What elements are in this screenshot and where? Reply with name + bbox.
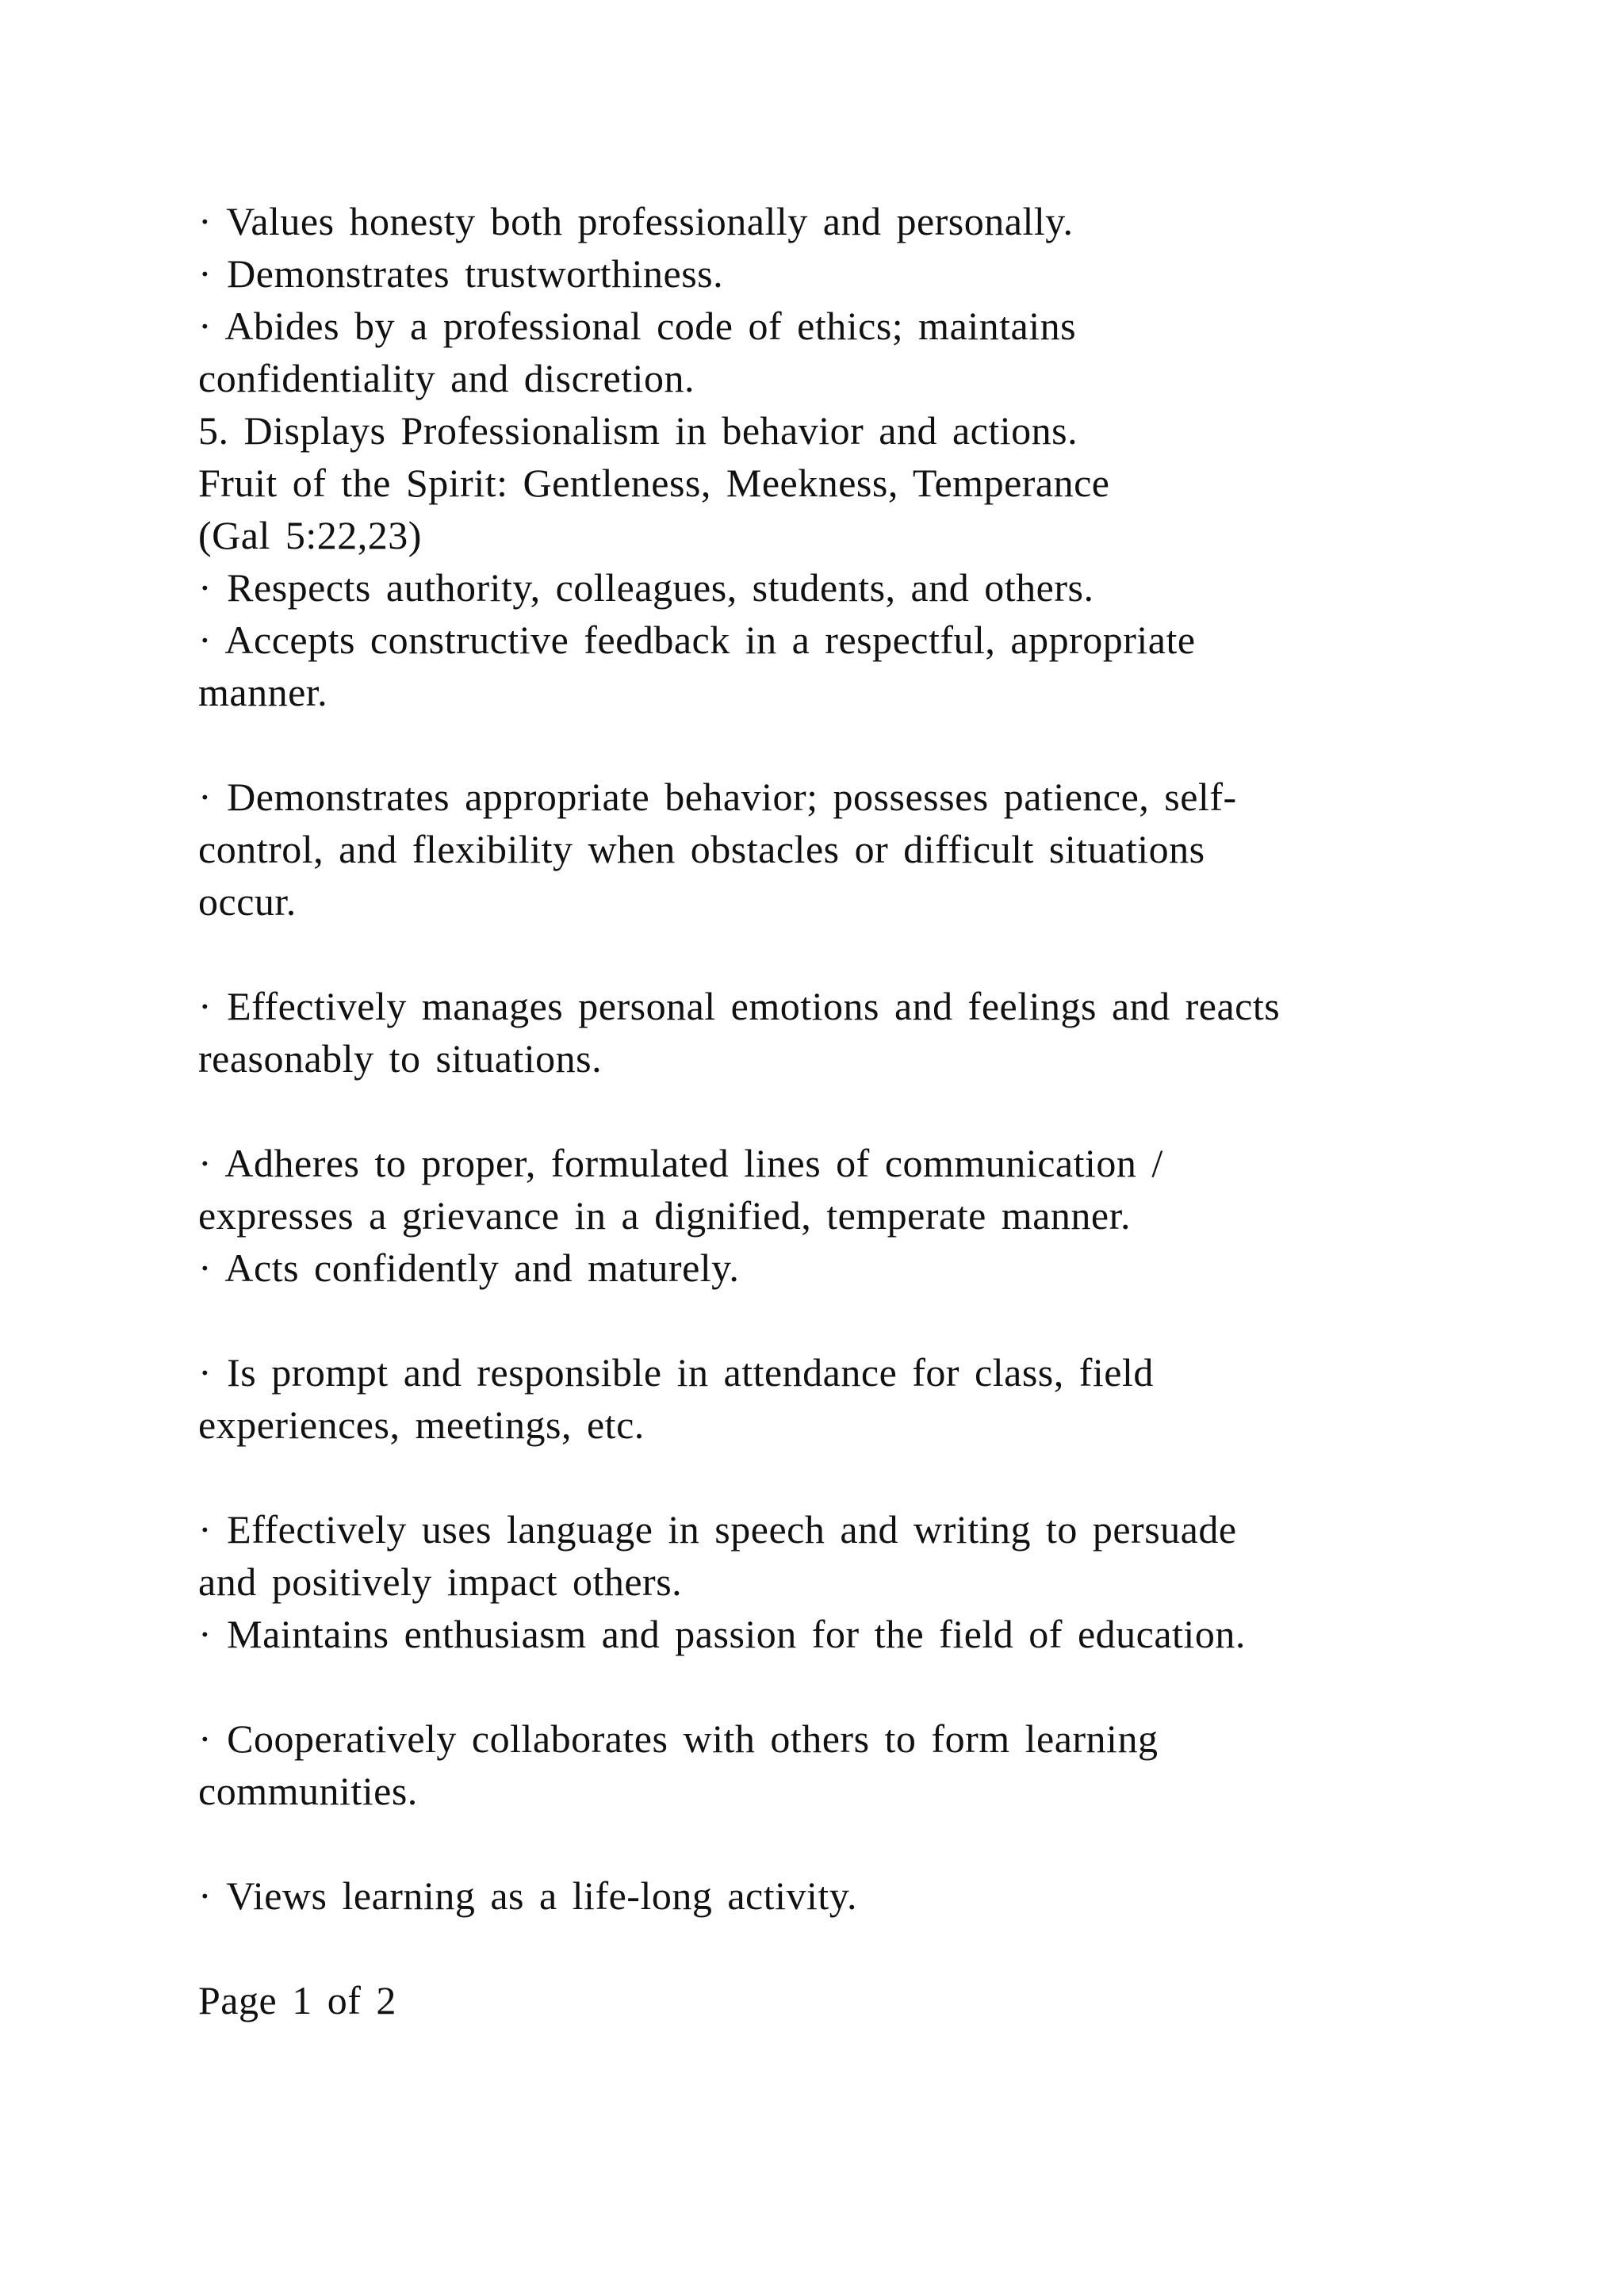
- text-line: · Adheres to proper, formulated lines of communication /: [198, 1141, 1163, 1185]
- text-line: · Abides by a professional code of ethics; maintains: [198, 304, 1077, 348]
- text-line: 5. Displays Professionalism in behavior and actions.: [198, 408, 1078, 453]
- text-line: · Respects authority, colleagues, students, and others.: [198, 565, 1094, 610]
- text-line: · Accepts constructive feedback in a respectful, appropriate: [198, 618, 1196, 662]
- text-line: · Demonstrates trustworthiness.: [198, 251, 724, 296]
- text-line: · Maintains enthusiasm and passion for the field of education.: [198, 1612, 1246, 1656]
- text-line: · Demonstrates appropriate behavior; possesses patience, self-: [198, 775, 1237, 819]
- text-line: occur.: [198, 879, 297, 924]
- page-footer: Page 1 of 2: [198, 1978, 396, 2022]
- text-line: · Effectively manages personal emotions and feelings and reacts: [198, 984, 1281, 1028]
- text-line: and positively impact others.: [198, 1559, 683, 1604]
- text-line: · Cooperatively collaborates with others to form learning: [198, 1716, 1159, 1761]
- paragraph-gap: [198, 1451, 1467, 1503]
- text-line: experiences, meetings, etc.: [198, 1402, 645, 1447]
- text-line: · Views learning as a life-long activity.: [198, 1873, 858, 1918]
- text-line: manner.: [198, 670, 328, 714]
- paragraph-gap: [198, 1660, 1467, 1712]
- paragraph-gap: [198, 928, 1467, 980]
- paragraph-gap: [198, 718, 1467, 771]
- text-line: confidentiality and discretion.: [198, 356, 695, 400]
- text-line: reasonably to situations.: [198, 1036, 603, 1081]
- text-line: (Gal 5:22,23): [198, 513, 422, 557]
- text-line: communities.: [198, 1769, 418, 1813]
- text-line: expresses a grievance in a dignified, temperate manner.: [198, 1193, 1131, 1238]
- document-body: [198, 195, 1467, 2026]
- paragraph-gap: [198, 1294, 1467, 1346]
- text-line: · Effectively uses language in speech and writing to persuade: [198, 1507, 1237, 1552]
- text-line: control, and flexibility when obstacles or difficult situations: [198, 827, 1205, 871]
- paragraph-gap: [198, 1817, 1467, 1869]
- text-line: · Acts confidently and maturely.: [198, 1246, 740, 1290]
- text-line: · Values honesty both professionally and personally.: [198, 199, 1074, 243]
- paragraph-gap: [198, 1085, 1467, 1137]
- text-line: · Is prompt and responsible in attendance for class, field: [198, 1350, 1154, 1395]
- text-line: Fruit of the Spirit: Gentleness, Meekness, Temperance: [198, 461, 1110, 505]
- paragraph-gap: [198, 1922, 1467, 1974]
